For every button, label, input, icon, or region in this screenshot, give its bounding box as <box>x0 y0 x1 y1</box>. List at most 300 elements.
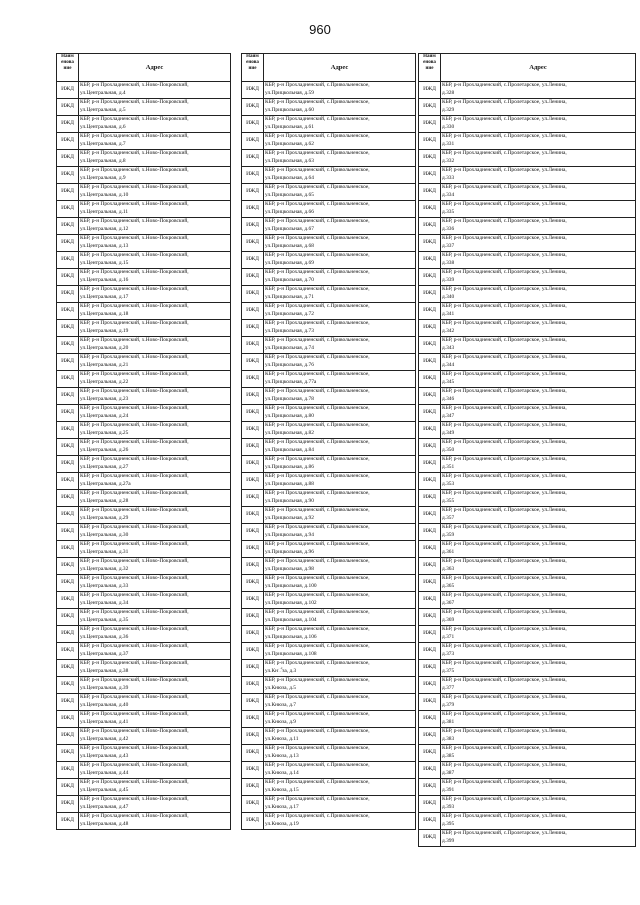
address-line-2: ул.Центральная, д.25 <box>80 429 129 436</box>
table-row <box>419 184 636 201</box>
address-line-1: КБР, р-н Прохладненский, с.Пролетарское, ул.Ленина, <box>442 116 567 122</box>
address-line-1: КБР, р-н Прохладненский, х.Ново-Покровский, <box>80 541 189 547</box>
object-type: ИЖД <box>57 167 79 184</box>
table-row <box>57 235 231 252</box>
address-cell <box>79 235 231 252</box>
address-cell <box>264 575 416 592</box>
table-row <box>419 405 636 422</box>
address-line-1: КБР, р-н Прохладненский, х.Ново-Покровский, <box>80 303 189 309</box>
object-type: ИЖД <box>57 184 79 201</box>
table-row <box>242 643 416 660</box>
address-line-1: КБР, р-н Прохладненский, с.Пролетарское, ул.Ленина, <box>442 507 567 513</box>
address-line-2: д.346 <box>442 395 455 402</box>
address-cell <box>441 99 636 116</box>
address-line-1: КБР, р-н Прохладненский, с.Привольненское, <box>265 745 370 751</box>
table-row <box>57 660 231 677</box>
address-cell <box>264 507 416 524</box>
table-row <box>242 541 416 558</box>
address-line-2: ул.Прицкольная, д.63 <box>265 157 314 164</box>
address-line-1: КБР, р-н Прохладненский, с.Пролетарское, ул.Ленина, <box>442 524 567 530</box>
address-cell <box>79 473 231 490</box>
object-type: ИЖД <box>57 286 79 303</box>
address-line-2: ул.Прицкольная, д.104 <box>265 616 317 623</box>
address-line-2: д.340 <box>442 293 455 300</box>
address-line-2: д.355 <box>442 497 455 504</box>
address-cell <box>441 677 636 694</box>
address-line-1: КБР, р-н Прохладненский, х.Ново-Покровский, <box>80 439 189 445</box>
object-type: ИЖД <box>419 252 441 269</box>
address-line-2: д.357 <box>442 514 455 521</box>
object-type: ИЖД <box>419 218 441 235</box>
table-row <box>419 303 636 320</box>
table-row <box>57 558 231 575</box>
address-line-1: КБР, р-н Прохладненский, с.Пролетарское, ул.Ленина, <box>442 320 567 326</box>
address-line-2: д.337 <box>442 242 455 249</box>
address-cell <box>441 456 636 473</box>
address-line-1: КБР, р-н Прохладненский, с.Пролетарское, ул.Ленина, <box>442 609 567 615</box>
address-line-2: ул.Центральная, д.13 <box>80 242 129 249</box>
table-row <box>57 779 231 796</box>
address-cell <box>264 201 416 218</box>
address-cell <box>264 524 416 541</box>
address-cell <box>264 269 416 286</box>
address-line-1: КБР, р-н Прохладненский, с.Привольненское, <box>265 490 370 496</box>
object-type: ИЖД <box>419 116 441 133</box>
address-cell <box>264 541 416 558</box>
address-line-2: ул.Центральная, д.42 <box>80 735 129 742</box>
address-line-2: ул.Центральная, д.35 <box>80 616 129 623</box>
address-cell <box>441 660 636 677</box>
address-line-1: КБР, р-н Прохладненский, с.Пролетарское, ул.Ленина, <box>442 592 567 598</box>
address-cell <box>264 643 416 660</box>
address-cell <box>264 490 416 507</box>
object-type: ИЖД <box>242 456 264 473</box>
address-line-2: ул.Прицкольная, д.69 <box>265 259 314 266</box>
address-cell <box>264 677 416 694</box>
address-line-2: ул.Центральная, д.17 <box>80 293 129 300</box>
object-type: ИЖД <box>419 677 441 694</box>
object-type: ИЖД <box>419 592 441 609</box>
address-line-1: КБР, р-н Прохладненский, х.Ново-Покровский, <box>80 694 189 700</box>
table-row <box>57 354 231 371</box>
address-line-2: ул.Центральная, д.24 <box>80 412 129 419</box>
address-line-2: ул.Центральная, д.32 <box>80 565 129 572</box>
address-cell <box>441 524 636 541</box>
address-line-1: КБР, р-н Прохладненский, с.Привольненское, <box>265 609 370 615</box>
address-line-1: КБР, р-н Прохладненский, с.Пролетарское, ул.Ленина, <box>442 405 567 411</box>
address-line-2: д.334 <box>442 191 455 198</box>
table-row <box>419 490 636 507</box>
address-line-1: КБР, р-н Прохладненский, с.Привольненское, <box>265 643 370 649</box>
address-line-2: д.361 <box>442 548 455 555</box>
object-type: ИЖД <box>57 422 79 439</box>
address-cell <box>441 235 636 252</box>
table-row <box>419 711 636 728</box>
object-type: ИЖД <box>57 524 79 541</box>
table-row <box>57 473 231 490</box>
address-line-2: д.367 <box>442 599 455 606</box>
table-row <box>419 524 636 541</box>
address-line-2: ул.Центральная, д.11 <box>80 208 129 215</box>
address-line-1: КБР, р-н Прохладненский, с.Пролетарское, ул.Ленина, <box>442 660 567 666</box>
table-row <box>242 184 416 201</box>
address-cell <box>441 643 636 660</box>
table-row <box>57 796 231 813</box>
table-row <box>242 371 416 388</box>
table-row <box>242 337 416 354</box>
address-cell <box>264 796 416 813</box>
address-line-2: ул.Центральная, д.41 <box>80 718 129 725</box>
object-type: ИЖД <box>419 490 441 507</box>
object-type: ИЖД <box>242 643 264 660</box>
address-line-2: ул.Центральная, д.27а <box>80 480 131 487</box>
address-line-1: КБР, р-н Прохладненский, с.Привольненское, <box>265 541 370 547</box>
address-line-2: д.343 <box>442 344 455 351</box>
address-cell <box>264 184 416 201</box>
address-line-1: КБР, р-н Прохладненский, х.Ново-Покровский, <box>80 116 189 122</box>
address-cell <box>79 643 231 660</box>
address-line-2: ул.Прицкольная, д.61 <box>265 123 314 130</box>
object-type: ИЖД <box>242 558 264 575</box>
table-row <box>242 422 416 439</box>
object-type: ИЖД <box>419 235 441 252</box>
object-type: ИЖД <box>57 762 79 779</box>
address-line-2: ул.Центральная, д.15 <box>80 259 129 266</box>
address-line-2: д.363 <box>442 565 455 572</box>
address-line-1: КБР, р-н Прохладненский, с.Привольненское, <box>265 456 370 462</box>
address-line-1: КБР, р-н Прохладненский, с.Привольненское, <box>265 711 370 717</box>
table-row <box>242 218 416 235</box>
address-line-2: ул.Прицкольная, д.100 <box>265 582 317 589</box>
address-cell <box>79 796 231 813</box>
address-line-2: ул.Прицкольная, д.88 <box>265 480 314 487</box>
object-type: ИЖД <box>57 116 79 133</box>
address-line-2: ул.Центральная, д.31 <box>80 548 129 555</box>
table-row <box>57 303 231 320</box>
address-cell <box>264 99 416 116</box>
object-type: ИЖД <box>57 609 79 626</box>
table-row <box>57 439 231 456</box>
table-row <box>242 745 416 762</box>
address-line-1: КБР, р-н Прохладненский, х.Ново-Покровский, <box>80 133 189 139</box>
table-row <box>57 116 231 133</box>
object-type: ИЖД <box>419 745 441 762</box>
address-cell <box>441 575 636 592</box>
address-line-1: КБР, р-н Прохладненский, с.Привольненское, <box>265 201 370 207</box>
address-line-1: КБР, р-н Прохладненский, х.Ново-Покровский, <box>80 609 189 615</box>
address-cell <box>441 167 636 184</box>
address-line-1: КБР, р-н Прохладненский, с.Привольненское, <box>265 813 370 819</box>
table-row <box>419 252 636 269</box>
address-cell <box>264 439 416 456</box>
address-line-2: ул.Центральная, д.21 <box>80 361 129 368</box>
address-cell <box>441 116 636 133</box>
address-cell <box>79 116 231 133</box>
address-line-1: КБР, р-н Прохладненский, с.Пролетарское, ул.Ленина, <box>442 456 567 462</box>
address-line-1: КБР, р-н Прохладненский, с.Привольненское, <box>265 422 370 428</box>
address-cell <box>79 184 231 201</box>
address-line-2: д.339 <box>442 276 455 283</box>
address-line-1: КБР, р-н Прохладненский, с.Пролетарское, ул.Ленина, <box>442 813 567 819</box>
column-group-c <box>418 53 636 847</box>
address-cell <box>264 388 416 405</box>
address-line-2: д.393 <box>442 803 455 810</box>
address-line-2: ул.Центральная, д.34 <box>80 599 129 606</box>
table-row <box>57 643 231 660</box>
address-line-1: КБР, р-н Прохладненский, с.Привольненское, <box>265 592 370 598</box>
object-type: ИЖД <box>242 694 264 711</box>
address-cell <box>79 779 231 796</box>
address-line-2: д.353 <box>442 480 455 487</box>
address-line-1: КБР, р-н Прохладненский, х.Ново-Покровский, <box>80 728 189 734</box>
address-line-1: КБР, р-н Прохладненский, с.Привольненское, <box>265 354 370 360</box>
address-line-2: ул.Прицкольная, д.60 <box>265 106 314 113</box>
object-type: ИЖД <box>242 439 264 456</box>
address-cell <box>79 677 231 694</box>
address-cell <box>441 201 636 218</box>
address-line-2: ул.Кнюза, д.7 <box>265 701 297 708</box>
address-line-2: ул.Центральная, д.37 <box>80 650 129 657</box>
address-cell <box>79 626 231 643</box>
address-line-1: КБР, р-н Прохладненский, с.Пролетарское, ул.Ленина, <box>442 303 567 309</box>
address-line-2: ул.Прицкольная, д.98 <box>265 565 314 572</box>
table-row <box>57 609 231 626</box>
table-row <box>57 133 231 150</box>
address-line-1: КБР, р-н Прохладненский, с.Пролетарское, ул.Ленина, <box>442 575 567 581</box>
object-type: ИЖД <box>419 813 441 830</box>
address-cell <box>79 558 231 575</box>
address-line-2: ул.Прицкольная, д.70 <box>265 276 314 283</box>
address-cell <box>79 303 231 320</box>
object-type: ИЖД <box>419 609 441 626</box>
address-line-1: КБР, р-н Прохладненский, с.Пролетарское, ул.Ленина, <box>442 252 567 258</box>
address-line-2: ул.Кнюза, д.11 <box>265 735 299 742</box>
address-line-2: ул.Центральная, д.16 <box>80 276 129 283</box>
address-line-1: КБР, р-н Прохладненский, с.Привольненское, <box>265 796 370 802</box>
object-type: ИЖД <box>242 490 264 507</box>
table-row <box>419 286 636 303</box>
object-type: ИЖД <box>57 388 79 405</box>
table-row <box>242 133 416 150</box>
address-line-1: КБР, р-н Прохладненский, х.Ново-Покровский, <box>80 388 189 394</box>
address-cell <box>264 422 416 439</box>
address-line-1: КБР, р-н Прохладненский, с.Пролетарское, ул.Ленина, <box>442 762 567 768</box>
object-type: ИЖД <box>57 694 79 711</box>
address-cell <box>441 184 636 201</box>
address-cell <box>79 252 231 269</box>
address-line-1: КБР, р-н Прохладненский, с.Пролетарское, ул.Ленина, <box>442 473 567 479</box>
address-cell <box>441 762 636 779</box>
address-cell <box>79 575 231 592</box>
address-line-1: КБР, р-н Прохладненский, с.Привольненское, <box>265 660 370 666</box>
address-cell <box>441 745 636 762</box>
object-type: ИЖД <box>57 779 79 796</box>
object-type: ИЖД <box>242 796 264 813</box>
table-row <box>57 524 231 541</box>
table-row <box>242 99 416 116</box>
address-line-2: ул.Прицкольная, д.72 <box>265 310 314 317</box>
address-line-1: КБР, р-н Прохладненский, х.Ново-Покровский, <box>80 711 189 717</box>
table-row <box>242 269 416 286</box>
object-type: ИЖД <box>419 320 441 337</box>
address-line-1: КБР, р-н Прохладненский, с.Привольненское, <box>265 150 370 156</box>
table-row <box>57 490 231 507</box>
table-row <box>242 456 416 473</box>
address-line-2: ул.Прицкольная, д.102 <box>265 599 317 606</box>
address-line-1: КБР, р-н Прохладненский, с.Привольненское, <box>265 371 370 377</box>
address-cell <box>264 252 416 269</box>
table-row <box>57 286 231 303</box>
address-line-1: КБР, р-н Прохладненский, с.Пролетарское, ул.Ленина, <box>442 337 567 343</box>
table-row <box>57 167 231 184</box>
table-row <box>419 830 636 847</box>
address-line-1: КБР, р-н Прохладненский, с.Пролетарское, ул.Ленина, <box>442 269 567 275</box>
table-row <box>419 150 636 167</box>
address-cell <box>264 592 416 609</box>
address-line-2: ул.Центральная, д.20 <box>80 344 129 351</box>
address-line-2: ул.Центральная, д.10 <box>80 191 129 198</box>
table-row <box>419 694 636 711</box>
object-type: ИЖД <box>419 286 441 303</box>
address-line-1: КБР, р-н Прохладненский, с.Пролетарское, ул.Ленина, <box>442 422 567 428</box>
address-line-2: ул.Центральная, д.29 <box>80 514 129 521</box>
address-cell <box>441 422 636 439</box>
table-row <box>419 82 636 99</box>
address-line-1: КБР, р-н Прохладненский, х.Ново-Покровский, <box>80 762 189 768</box>
address-line-1: КБР, р-н Прохладненский, с.Пролетарское, ул.Ленина, <box>442 82 567 88</box>
address-line-2: ул.Центральная, д.5 <box>80 106 126 113</box>
address-line-2: д.351 <box>442 463 455 470</box>
address-line-2: ул.Центральная, д.4 <box>80 89 126 96</box>
address-line-2: ул.Центральная, д.28 <box>80 497 129 504</box>
address-line-1: КБР, р-н Прохладненский, х.Ново-Покровский, <box>80 201 189 207</box>
address-line-1: КБР, р-н Прохладненский, х.Ново-Покровский, <box>80 626 189 632</box>
table-row <box>419 473 636 490</box>
address-cell <box>264 745 416 762</box>
table-row <box>57 422 231 439</box>
address-line-1: КБР, р-н Прохладненский, с.Привольненское, <box>265 473 370 479</box>
address-line-2: ул.Центральная, д.43 <box>80 752 129 759</box>
table-row <box>419 745 636 762</box>
address-line-2: д.349 <box>442 429 455 436</box>
address-line-2: ул.Центральная, д.27 <box>80 463 129 470</box>
table-row <box>242 626 416 643</box>
address-line-2: ул.Кнюза, д.14 <box>265 769 299 776</box>
address-line-1: КБР, р-н Прохладненский, х.Ново-Покровский, <box>80 320 189 326</box>
object-type: ИЖД <box>419 201 441 218</box>
address-line-2: ул.Центральная, д.47 <box>80 803 129 810</box>
address-header: Адрес <box>441 54 636 82</box>
address-line-2: д.399 <box>442 837 455 844</box>
address-cell <box>441 218 636 235</box>
table-row <box>242 694 416 711</box>
address-cell <box>79 609 231 626</box>
table-row <box>242 354 416 371</box>
table-row <box>419 116 636 133</box>
address-cell <box>79 490 231 507</box>
table-row <box>57 745 231 762</box>
address-line-1: КБР, р-н Прохладненский, с.Привольненское, <box>265 728 370 734</box>
table-row <box>242 779 416 796</box>
address-line-1: КБР, р-н Прохладненский, х.Ново-Покровский, <box>80 82 189 88</box>
object-type: ИЖД <box>242 405 264 422</box>
address-line-2: ул.Центральная, д.36 <box>80 633 129 640</box>
address-line-2: д.330 <box>442 123 455 130</box>
address-line-2: ул.Кн්за, д.3 <box>265 667 297 674</box>
address-cell <box>264 320 416 337</box>
address-line-1: КБР, р-н Прохладненский, х.Ново-Покровский, <box>80 456 189 462</box>
object-type: ИЖД <box>242 184 264 201</box>
object-type: ИЖД <box>419 388 441 405</box>
object-type: ИЖД <box>419 99 441 116</box>
address-line-1: КБР, р-н Прохладненский, с.Привольненское, <box>265 626 370 632</box>
address-line-1: КБР, р-н Прохладненский, с.Пролетарское, ул.Ленина, <box>442 133 567 139</box>
table-row <box>57 337 231 354</box>
object-type: ИЖД <box>242 303 264 320</box>
address-cell <box>441 694 636 711</box>
address-line-1: КБР, р-н Прохладненский, с.Пролетарское, ул.Ленина, <box>442 728 567 734</box>
address-line-1: КБР, р-н Прохладненский, с.Привольненское, <box>265 405 370 411</box>
address-line-1: КБР, р-н Прохладненский, с.Пролетарское, ул.Ленина, <box>442 184 567 190</box>
address-line-1: КБР, р-н Прохладненский, х.Ново-Покровский, <box>80 796 189 802</box>
address-line-2: ул.Прицкольная, д.90 <box>265 497 314 504</box>
address-line-1: КБР, р-н Прохладненский, х.Ново-Покровский, <box>80 813 189 819</box>
type-header: Наим енова ние <box>242 54 264 82</box>
address-cell <box>79 660 231 677</box>
address-line-1: КБР, р-н Прохладненский, х.Ново-Покровский, <box>80 354 189 360</box>
object-type: ИЖД <box>242 728 264 745</box>
address-cell <box>441 388 636 405</box>
address-line-1: КБР, р-н Прохладненский, с.Пролетарское, ул.Ленина, <box>442 796 567 802</box>
table-row <box>57 507 231 524</box>
address-line-1: КБР, р-н Прохладненский, с.Привольненское, <box>265 388 370 394</box>
address-cell <box>264 371 416 388</box>
address-line-1: КБР, р-н Прохладненский, х.Ново-Покровский, <box>80 575 189 581</box>
page-number: 960 <box>309 22 331 37</box>
object-type: ИЖД <box>242 745 264 762</box>
table-row <box>57 252 231 269</box>
object-type: ИЖД <box>419 150 441 167</box>
object-type: ИЖД <box>419 796 441 813</box>
address-line-2: д.365 <box>442 582 455 589</box>
object-type: ИЖД <box>242 269 264 286</box>
address-cell <box>441 320 636 337</box>
address-line-2: ул.Прицкольная, д.62 <box>265 140 314 147</box>
address-line-1: КБР, р-н Прохладненский, с.Привольненское, <box>265 439 370 445</box>
table-row <box>57 456 231 473</box>
object-type: ИЖД <box>419 507 441 524</box>
address-line-1: КБР, р-н Прохладненский, х.Ново-Покровский, <box>80 677 189 683</box>
address-cell <box>264 813 416 830</box>
object-type: ИЖД <box>57 252 79 269</box>
address-cell <box>264 116 416 133</box>
address-cell <box>264 609 416 626</box>
address-line-2: ул.Прицкольная, д.71 <box>265 293 314 300</box>
object-type: ИЖД <box>419 626 441 643</box>
object-type: ИЖД <box>242 592 264 609</box>
address-line-1: КБР, р-н Прохладненский, с.Пролетарское, ул.Ленина, <box>442 558 567 564</box>
table-row <box>57 575 231 592</box>
address-line-2: ул.Центральная, д.33 <box>80 582 129 589</box>
address-line-2: ул.Прицкольная, д.106 <box>265 633 317 640</box>
table-row <box>419 201 636 218</box>
address-line-1: КБР, р-н Прохладненский, с.Пролетарское, ул.Ленина, <box>442 388 567 394</box>
object-type: ИЖД <box>242 133 264 150</box>
address-line-2: ул.Центральная, д.7 <box>80 140 126 147</box>
address-table-c <box>418 53 636 847</box>
object-type: ИЖД <box>242 660 264 677</box>
address-cell <box>441 252 636 269</box>
